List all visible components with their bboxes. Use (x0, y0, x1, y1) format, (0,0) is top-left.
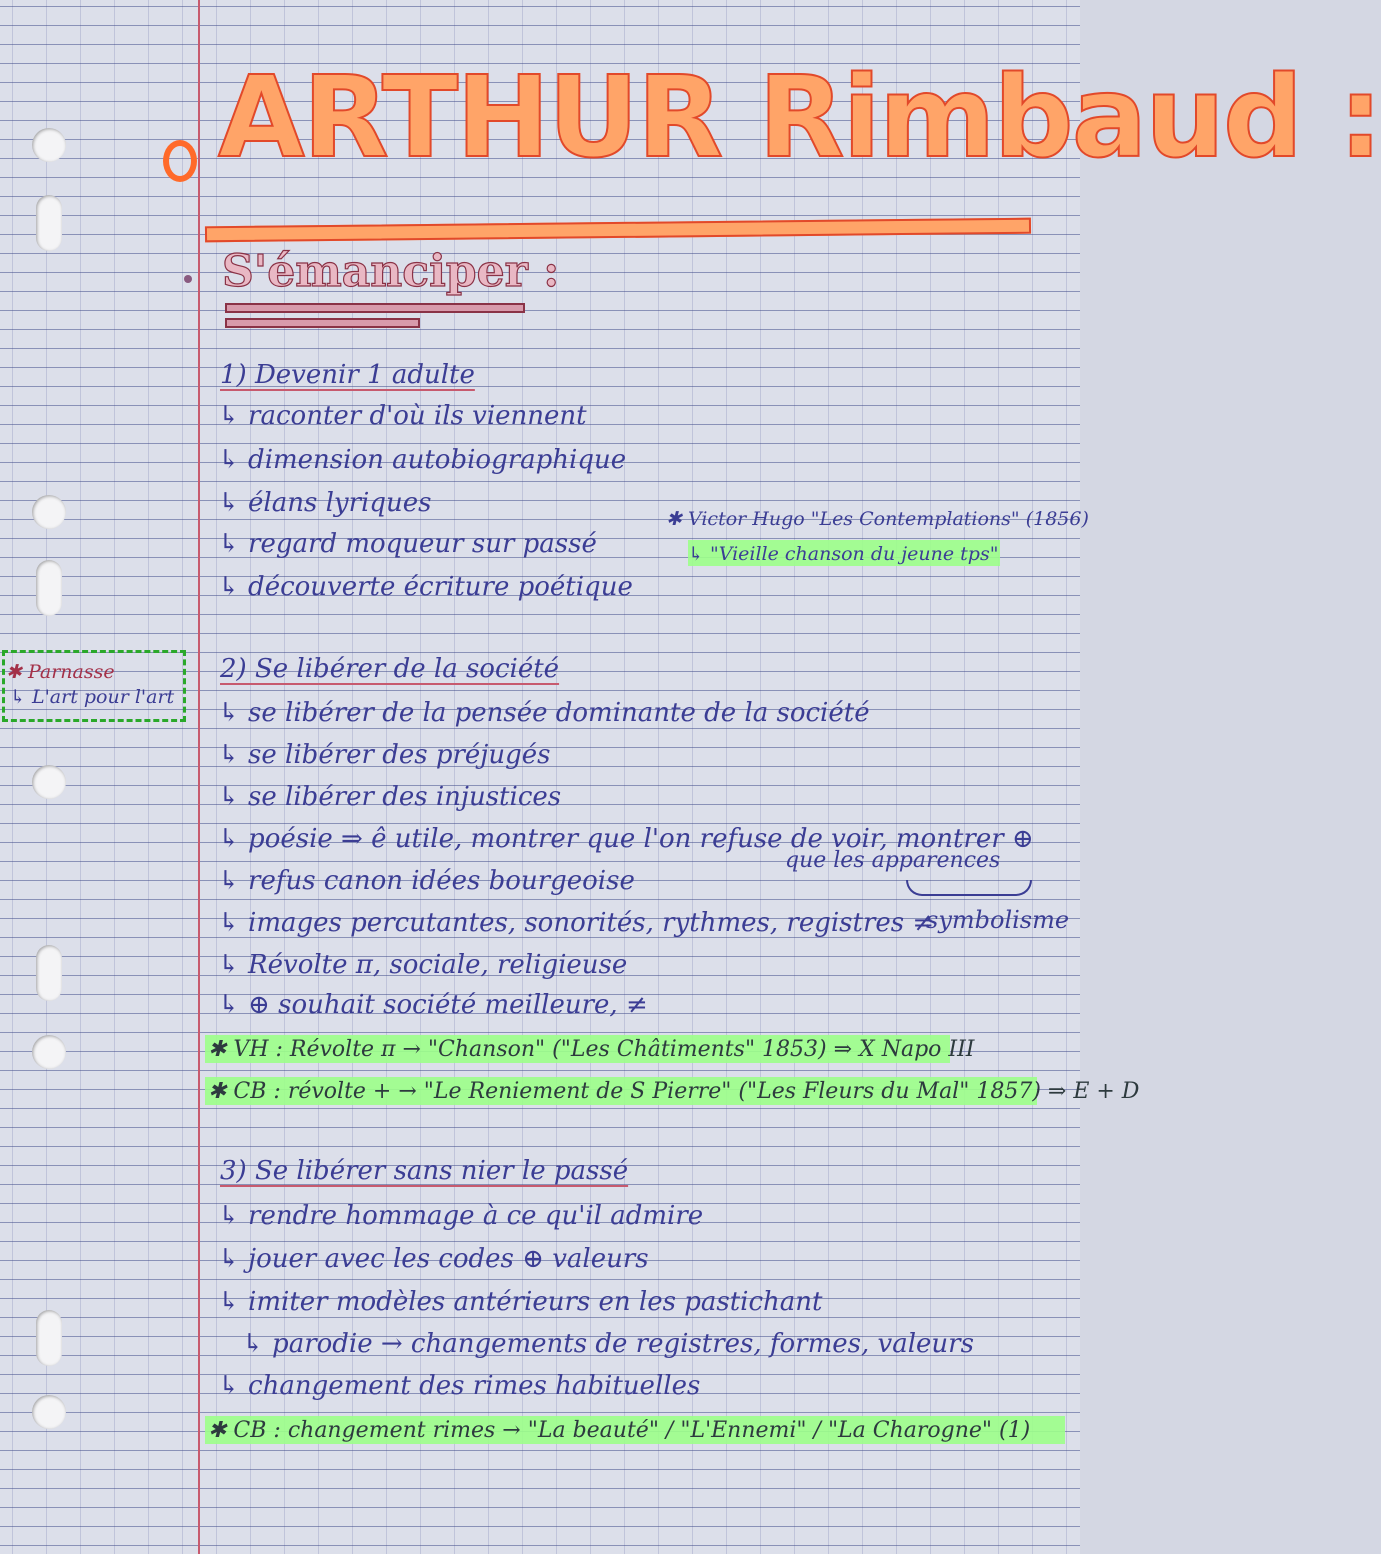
example-line: ✱ VH : Révolte π → "Chanson" ("Les Châtiments" 1853) ⇒ X Napo III (208, 1037, 975, 1062)
margin-note-text: ↳ L'art pour l'art (10, 686, 175, 708)
side-note-hugo-poem: ↳ "Vieille chanson du jeune tps" (688, 543, 999, 565)
subtitle-bullet (184, 275, 192, 283)
list-item: ↳ regard moqueur sur passé (218, 529, 597, 559)
list-item-continuation: que les apparences (785, 848, 1001, 873)
binder-hole (36, 560, 62, 616)
list-item: ↳ découverte écriture poétique (218, 572, 633, 602)
margin-line (198, 0, 200, 1554)
title-underline (205, 218, 1031, 243)
list-item: ↳ imiter modèles antérieurs en les pastichant (218, 1287, 823, 1317)
binder-hole (36, 1310, 62, 1366)
list-item: ↳ ⊕ souhait société meilleure, ≠ (218, 990, 648, 1020)
list-item: ↳ se libérer de la pensée dominante de la société (218, 698, 870, 728)
binder-hole (32, 128, 66, 162)
list-item: ↳ parodie → changements de registres, formes, valeurs (242, 1329, 974, 1359)
title-bullet (163, 140, 197, 182)
page-title: ARTHUR Rimbaud : (218, 53, 1381, 183)
section-heading-3: 3) Se libérer sans nier le passé (220, 1156, 629, 1186)
side-note-symbolisme: symbolisme (926, 906, 1070, 934)
example-line: ✱ CB : révolte + → "Le Reniement de S Pierre" ("Les Fleurs du Mal" 1857) ⇒ E + D (208, 1079, 1140, 1104)
list-item: ↳ raconter d'où ils viennent (218, 401, 587, 431)
subtitle: S'émanciper : (222, 246, 560, 297)
subtitle-underline (225, 303, 525, 313)
brace (906, 880, 1032, 896)
binder-hole (36, 195, 62, 251)
list-item: ↳ dimension autobiographique (218, 445, 627, 475)
list-item: ↳ changement des rimes habituelles (218, 1371, 701, 1401)
list-item: ↳ se libérer des préjugés (218, 740, 551, 770)
side-note-hugo-title: ✱ Victor Hugo "Les Contemplations" (1856) (666, 508, 1089, 530)
example-line: ✱ CB : changement rimes → "La beauté" / "L'Ennemi" / "La Charogne" (1) (208, 1418, 1031, 1443)
list-item: ↳ refus canon idées bourgeoise (218, 866, 635, 896)
subtitle-underline (225, 318, 420, 328)
list-item: ↳ se libérer des injustices (218, 782, 562, 812)
list-item: ↳ rendre hommage à ce qu'il admire (218, 1201, 704, 1231)
binder-hole (32, 1395, 66, 1429)
list-item: ↳ élans lyriques (218, 488, 432, 518)
list-item: ↳ jouer avec les codes ⊕ valeurs (218, 1244, 649, 1274)
binder-hole (32, 765, 66, 799)
margin-note-title: ✱ Parnasse (6, 661, 115, 683)
section-heading-2: 2) Se libérer de la société (220, 654, 560, 684)
section-heading-1: 1) Devenir 1 adulte (220, 360, 475, 390)
binder-hole (32, 495, 66, 529)
list-item: ↳ images percutantes, sonorités, rythmes, registres ≠ (218, 908, 935, 938)
list-item: ↳ Révolte π, sociale, religieuse (218, 950, 628, 980)
binder-hole (32, 1035, 66, 1069)
list-item: ↳ poésie ⇒ ê utile, montrer que l'on refuse de voir, montrer ⊕ (218, 824, 1034, 854)
binder-hole (36, 945, 62, 1001)
